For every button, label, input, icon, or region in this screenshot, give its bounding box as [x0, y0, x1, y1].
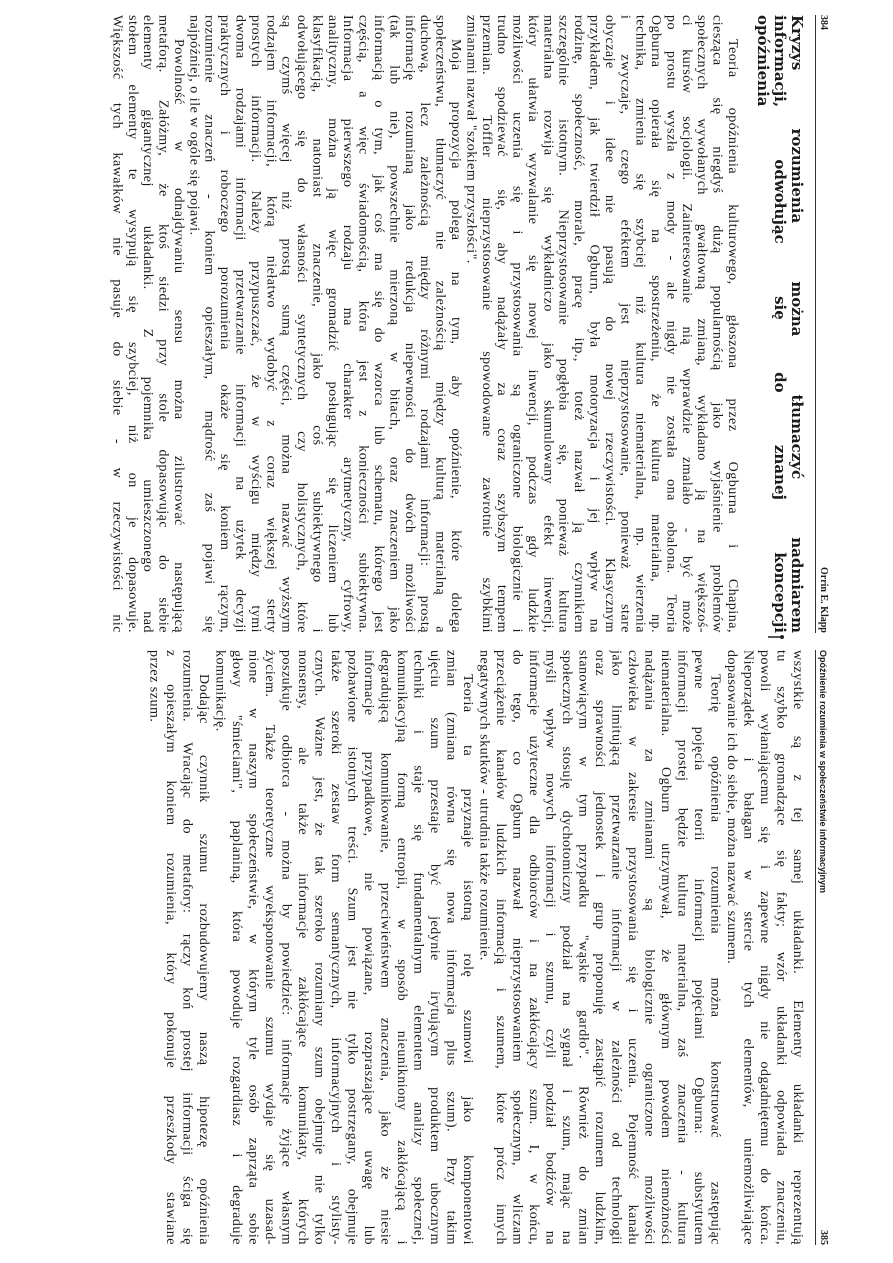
- line-text: człowieka w zakresie przystosowania się i uczenia. Pojemność kanału: [625, 650, 640, 1245]
- text-line: [772, 650, 789, 1245]
- text-line: [360, 650, 377, 1245]
- line-text: dopasowanie ich do siebie, można nazwać szumem.: [724, 650, 739, 965]
- line-text: poszukuje odbiorca - można by powiedzieć: informacje żyjące własnym: [278, 650, 294, 1245]
- line-text: rodzajem informacji, którą niełatwo wydobyć z coraz większej sterty: [263, 15, 279, 633]
- text-line: [709, 15, 724, 633]
- page-number: 384: [818, 15, 829, 30]
- text-line: [186, 15, 201, 633]
- text-line: [756, 650, 773, 1245]
- text-line: [640, 650, 657, 1245]
- text-line: [376, 650, 393, 1245]
- text-line: [340, 15, 355, 633]
- line-text: do tego, co Ogburn nazwał nieprzystosowaniem społecznym, wliczam: [509, 650, 525, 1245]
- line-text: ciesząca się niegdyś dużą popularnością jako wyjaśnienie problemów: [709, 15, 725, 633]
- page-body: [109, 15, 740, 633]
- line-text: informacją o tym, jak coś ma się do wzorca lub schematu, którego jest: [371, 15, 387, 633]
- chapter-title: [754, 15, 805, 633]
- text-line: [324, 15, 339, 633]
- text-line: [478, 15, 493, 633]
- line-text: społecznych wywołanych gwałtowną zmianą, wykładano ją na większoś-: [694, 15, 710, 633]
- text-line: [244, 650, 261, 1245]
- line-text: pozbawione istotnych treści. Szum jest nie tylko postrzegany, obejmuje: [344, 650, 360, 1245]
- line-text: po prostu wyszła z mody - ale nigdy nie została ona obalona. Teoria: [663, 15, 679, 633]
- text-line: [540, 15, 555, 633]
- text-line: [109, 15, 124, 633]
- line-text: analityczny, można ją więc gromadzić posługując się liczeniem lub: [324, 15, 340, 633]
- line-text: Ogburna opierała się na spostrzeżeniu, że kultura materialna, np.: [648, 15, 664, 633]
- line-text: Teorię opóźnienia rozumienia można konstruować zastępując: [707, 674, 723, 1245]
- text-line: [525, 650, 542, 1245]
- line-text: także szeroki zestaw form semantycznych, informacyjnych i stylisty-: [328, 650, 343, 1245]
- text-line: [201, 15, 216, 633]
- text-line: [632, 15, 647, 633]
- line-text: informacji, odwołując się do znanej koncepcji: [771, 15, 789, 633]
- text-line: [463, 15, 478, 633]
- text-line: [492, 650, 509, 1245]
- line-text: elementy gigantycznej układanki. Z pojemnika umieszczonego nad: [140, 15, 156, 633]
- running-header: [815, 650, 830, 1245]
- line-text: negatywnych skutków - utrudnia także rozumienie.: [476, 650, 492, 961]
- line-text: życiem. Także teoretyczne wyeksponowanie szumu wydaje się uzasad-: [262, 650, 277, 1245]
- text-line: [678, 15, 693, 633]
- line-text: jako limitującą przetwarzanie informacji w zależności od technologii: [608, 650, 624, 1245]
- line-text: przeciążenie kanałów ludzkich informacją i szumem, które prócz innych: [493, 650, 508, 1245]
- text-line: [706, 650, 723, 1245]
- text-line: [607, 650, 624, 1245]
- text-line: [617, 15, 632, 633]
- text-line: [278, 15, 293, 633]
- text-line: [228, 650, 245, 1245]
- text-line: [448, 15, 463, 633]
- line-text: trudno spodziewać się, aby nadążały za coraz szybszym tempem: [494, 15, 510, 633]
- line-text: społecznych stosuję dychotomiczny podział na sygnał i szum, mając na: [559, 650, 574, 1245]
- line-text: najpóźniej, o ile w ogóle się pojawi.: [186, 15, 202, 236]
- text-line: [393, 650, 410, 1245]
- text-line: [211, 650, 228, 1245]
- line-text: (tak lub nie), powszechnie mierzoną w bitach, oraz znaczeniem jako: [386, 15, 402, 633]
- line-text: Dodając czynnik szumu rozbudowujemy naszą hipotezę opóźnienia: [196, 674, 211, 1245]
- text-line: [310, 650, 327, 1245]
- text-line: [145, 650, 162, 1245]
- line-text: ujęciu szum przestaje być jedynie irytującym produktem ubocznym: [427, 650, 442, 1245]
- text-line: [248, 15, 263, 633]
- line-text: tu szybko gromadzące się fakty; wzór układanki odpowiada znaczeniu,: [773, 650, 789, 1245]
- left-page: [100, 15, 830, 633]
- line-text: zmian (zmiana równa się nowa informacja plus szum). Przy takim: [443, 650, 459, 1245]
- title-line: [754, 15, 771, 633]
- text-line: [789, 650, 806, 1245]
- text-line: [574, 650, 591, 1245]
- text-line: [591, 650, 608, 1245]
- line-text: klasyfikacją, natomiast znaczenie, jako coś subiektywnego i: [309, 15, 325, 633]
- line-text: Powolność w odnajdywaniu sensu można zilustrować następującą: [170, 39, 186, 633]
- text-line: [459, 650, 476, 1245]
- page-number: 385: [818, 1230, 829, 1245]
- line-text: Większość tych kawałków nie pasuje do siebie - w rzeczywistości nic: [109, 15, 125, 633]
- page-body: [145, 650, 805, 1245]
- running-header: [815, 15, 830, 633]
- text-line: [541, 650, 558, 1245]
- line-text: przemian. Toffler nieprzystosowanie spowodowane zawrotnie szybkimi: [478, 15, 494, 633]
- text-line: [409, 650, 426, 1245]
- line-text: komunikacyjną formą entropii, w sposób nieunikniony zakłócającą i: [394, 650, 409, 1245]
- text-line: [263, 15, 278, 633]
- line-text: szczególnie istotnym. Nieprzystosowanie pogłębia się, ponieważ kultura: [555, 15, 571, 633]
- text-line: [673, 650, 690, 1245]
- text-line: [371, 15, 386, 633]
- line-text: społeczeństwu, tłumaczyć nie zależnością między kulturą materialną a: [432, 15, 448, 633]
- line-text: praktycznych i roboczego porozumienia okaże się koniem rączym,: [217, 15, 233, 633]
- line-text: przez szum.: [146, 650, 162, 723]
- title-line: [771, 15, 788, 633]
- text-line: [162, 650, 179, 1245]
- text-line: [657, 650, 674, 1245]
- text-line: [124, 15, 139, 633]
- line-text: metaforą. Załóżmy, że ktoś siedzi przy stole dopasowując do siebie: [155, 15, 171, 633]
- text-line: [401, 15, 416, 633]
- line-text: technika, zmienia się szybciej niż kultura niematerialna, np. wierzenia: [632, 15, 648, 633]
- line-text: Moja propozycja polega na tym, aby opóźnienie, które dolega: [447, 39, 463, 633]
- text-line: [694, 15, 709, 633]
- line-text: cznych. Ważne jest, że tak szeroko rozumiany szum obejmuje nie tylko: [311, 650, 327, 1245]
- running-head-title: Opóźnienie rozumienia w społeczeństwie informacyjnym: [818, 650, 828, 894]
- text-line: [739, 650, 756, 1245]
- text-line: [648, 15, 663, 633]
- line-text: przykładem, jak twierdził Ogburn, była motoryzacja i jej wpływ na: [586, 15, 602, 633]
- line-text: informacje użyteczne dla odbiorców i na zakłócający szum. I, w końcu,: [526, 650, 541, 1245]
- text-line: [386, 15, 401, 633]
- line-text: Kryzys rozumienia można tłumaczyć nadmiarem: [788, 15, 806, 633]
- line-text: obyczaje i idee nie pasują do nowej rzeczywistości. Klasycznym: [601, 15, 617, 633]
- text-line: [327, 650, 344, 1245]
- line-text: nonsensy, ale także informacje zakłócające komunikaty, których: [295, 650, 310, 1245]
- line-text: nione w naszym społeczeństwie, w którym tyle osób zaprząta sobie: [245, 650, 261, 1245]
- text-line: [494, 15, 509, 633]
- line-text: informacji prostej będzie kultura materialna, zaś znaczenia - kultura: [674, 650, 690, 1245]
- line-text: rodzinę, społeczność, morale, pracę itp., toteż nazwał ją czynnikiem: [571, 15, 587, 633]
- line-text: komunikację.: [212, 650, 228, 732]
- text-line: [417, 15, 432, 633]
- text-line: [601, 15, 616, 633]
- line-text: wszystkie są z tej samej układanki. Elementy układanki reprezentują: [790, 650, 805, 1245]
- text-line: [571, 15, 586, 633]
- line-text: opóźnienia: [754, 15, 772, 107]
- line-text: częścią, a więc świadomością, która jest z konieczności subiektywna.: [355, 15, 371, 633]
- text-line: [294, 650, 311, 1245]
- text-line: [178, 650, 195, 1245]
- text-line: [508, 650, 525, 1245]
- line-text: rozumienie znaczeń - koniem opieszałym, mądrość zaś pojawi się: [201, 15, 217, 633]
- line-text: który ułatwia wyzwalanie się nowej inwencji, podczas gdy ludzkie: [524, 15, 540, 633]
- line-text: duchową, lecz zależnością między różnymi rodzajami informacji: prostą: [417, 15, 433, 633]
- line-text: informację rozumianą jako redukcja niepewności do dwóch możliwości: [401, 15, 417, 633]
- text-line: [294, 15, 309, 633]
- text-line: [309, 15, 324, 633]
- line-text: Informacja pierwszego rodzaju ma charakter arytmetyczny, cyfrowy,: [340, 15, 356, 633]
- line-text: Nieporządek i bałagan w stercie tych elementów, uniemożliwiające: [740, 650, 756, 1245]
- text-line: [140, 15, 155, 633]
- text-line: [343, 650, 360, 1245]
- line-text: informacje przypadkowe, nie powiązane, rozpraszające uwagę lub: [361, 650, 376, 1245]
- line-text: zmianami nazwał "szokiem przyszłości".: [463, 15, 479, 264]
- text-line: [555, 15, 570, 633]
- line-text: materialna rozwija się wykładniczo jako skumulowany efekt inwencji,: [540, 15, 556, 633]
- text-line: [155, 15, 170, 633]
- right-page: [130, 650, 830, 1245]
- title-line: [788, 15, 805, 633]
- text-line: [624, 650, 641, 1245]
- line-text: rozumienia. Wracając do metafory: rączy koń prostej informacji ściga się: [179, 650, 195, 1245]
- text-line: [171, 15, 186, 633]
- text-line: [690, 650, 707, 1245]
- text-line: [475, 650, 492, 1245]
- line-text: Teoria ta przyznaje istotną rolę szumowi jako komponentowi: [460, 674, 475, 1245]
- text-line: [217, 15, 232, 633]
- line-text: degradującą komunikowanie, przeciwieństwem znaczenia, jako że niesie: [377, 650, 393, 1245]
- line-text: głowy "śmieciami", paplaniną, która powoduje rozgardiasz i degraduje: [229, 650, 244, 1245]
- running-head-author: Orrin E. Klapp: [818, 567, 829, 633]
- line-text: stołem elementy te wysypują się szybciej, niż on je dopasowuje.: [124, 15, 140, 633]
- line-text: Teoria opóźnienia kulturowego, głoszona przez Ogburna i Chapina,: [725, 39, 740, 633]
- text-line: [432, 15, 447, 633]
- line-text: możliwości uczenia się i przystosowania są ograniczone biologicznie i: [509, 15, 525, 633]
- text-line: [558, 650, 575, 1245]
- line-text: odwołującego się do własności syntetycznych czy holistycznych, które: [294, 15, 310, 633]
- line-text: są czymś więcej niż prostą sumą części, można nazwać wyższym: [278, 15, 294, 633]
- text-line: [355, 15, 370, 633]
- line-text: nadążania za zmianami są biologicznie ograniczone możliwości: [641, 650, 657, 1245]
- text-line: [586, 15, 601, 633]
- scan-mark: [768, 636, 782, 638]
- line-text: dwoma rodzajami informacji przetwarzanie informacji na użytek decyzji: [232, 15, 248, 633]
- text-line: [725, 15, 740, 633]
- line-text: ci kursów socjologii. Zainteresowanie nią wprawdzie zmalało - być może: [678, 15, 694, 633]
- line-text: i zwyczaje, czego efektem jest nieprzystosowanie, ponieważ stare: [617, 15, 633, 633]
- line-text: niematerialna. Ogburn utrzymywał, że głównym powodem niemożności: [658, 650, 673, 1245]
- line-text: techniki i staje się fundamentalnym elementem analizy społecznej,: [410, 650, 426, 1245]
- line-text: powoli wyłaniającemu się i zapewne nigdy nie odgadniętemu do końca.: [757, 650, 772, 1245]
- line-text: stanowiącym w tym przypadku "wąskie gardło". Również do zmian: [575, 650, 591, 1245]
- text-line: [509, 15, 524, 633]
- line-text: pewne pojęcia teorii informacji pojęciami Ogburna: substytutem: [691, 650, 706, 1245]
- text-line: [426, 650, 443, 1245]
- text-line: [525, 15, 540, 633]
- text-line: [277, 650, 294, 1245]
- line-text: prostych informacji. Należy przypuszczać, że w wyścigu między tymi: [247, 15, 263, 633]
- line-text: z opieszałym koniem rozumienia, który pokonuje przeszkody stawiane: [163, 650, 178, 1245]
- text-line: [663, 15, 678, 633]
- text-line: [232, 15, 247, 633]
- line-text: oraz sprawności jednostek i grup proponuję zastąpić rozumem ludzkim,: [592, 650, 607, 1245]
- text-line: [442, 650, 459, 1245]
- text-line: [195, 650, 212, 1245]
- line-text: myśli wpływ nowych informacji i szumu, czyli podział bodźców na: [542, 650, 558, 1245]
- text-line: [723, 650, 740, 1245]
- text-line: [261, 650, 278, 1245]
